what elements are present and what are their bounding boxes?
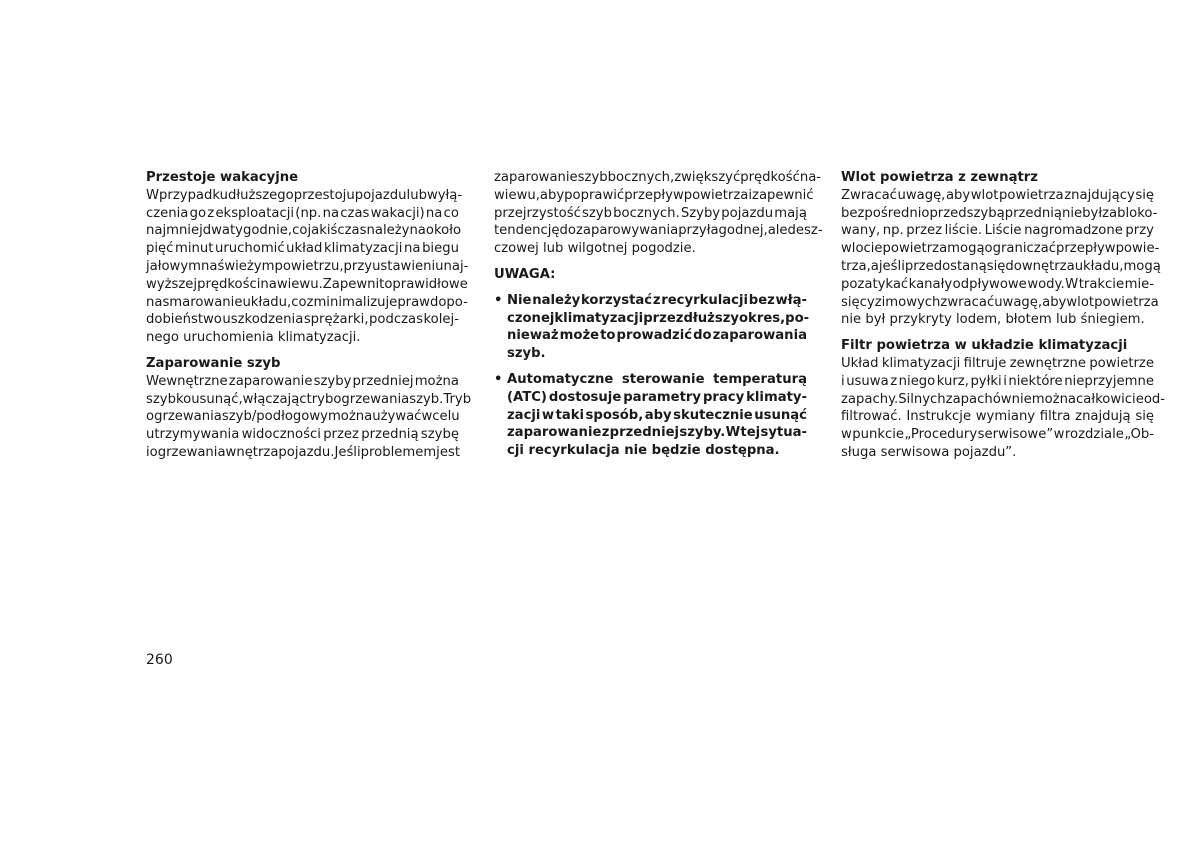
text-line: W przypadku dłuższego przestoju pojazdu lub wyłą- (146, 187, 463, 203)
text-line: i usuwa z niego kurz, pyłki i niektóre nieprzyjemne (841, 373, 1154, 389)
bullet-icon: • (494, 292, 503, 308)
column-left (146, 169, 472, 462)
text-line: Automatyczne sterowanie temperaturą (507, 371, 807, 387)
section-heading-window-fogging: Zaparowanie szyb (146, 355, 281, 371)
text-line: cji recyrkulacja nie będzie dostępna. (507, 443, 780, 459)
text-line: sługa serwisowa pojazdu”. (841, 444, 1017, 460)
warning-label: UWAGA: (494, 266, 556, 282)
text-line: nego uruchomienia klimatyzacji. (146, 330, 361, 346)
text-line: ogrzewania szyb/podłogowy można używać w celu (146, 409, 460, 425)
text-line: zacji w taki sposób, aby skutecznie usunąć (507, 407, 807, 423)
text-line: utrzymywania widoczności przez przednią szybę (146, 427, 459, 443)
text-line: czonej klimatyzacji przez dłuższy okres, po- (507, 310, 810, 326)
column-middle (494, 169, 823, 460)
text-line: Układ klimatyzacji filtruje zewnętrzne powietrze (841, 355, 1154, 371)
text-line: pozatykać kanały odpływowe wody. W trakcie mie- (841, 276, 1154, 292)
text-line: pięć minut uruchomić układ klimatyzacji na biegu (146, 241, 459, 257)
text-line: zapachy. Silnych zapachów nie można całkowicie od- (841, 391, 1166, 407)
paragraph-fogging-continued (494, 169, 823, 258)
text-line: (ATC) dostosuje parametry pracy klimaty- (507, 389, 807, 405)
text-line: wiewu, aby poprawić przepływ powietrza i zapewnić (494, 187, 814, 203)
text-line: czowej lub wilgotnej pogodzie. (494, 241, 696, 257)
warning-bullet-recirculation (494, 292, 810, 363)
text-line: zaparowanie z przedniej szyby. W tej sytua- (507, 425, 807, 441)
page-number: 260 (146, 652, 173, 668)
text-line: trza, a jeśli przedostaną się do wnętrza układu, mogą (841, 258, 1161, 274)
text-line: nasmarowanie układu, co zminimalizuje prawdopo- (146, 294, 468, 310)
text-line: zaparowanie szyb bocznych, zwiększyć prędkość na- (494, 170, 822, 185)
text-line: tendencję do zaparowywania przy łagodnej, ale desz- (494, 223, 823, 239)
section-heading-air-filter: Filtr powietrza w układzie klimatyzacji (841, 338, 1128, 354)
text-line: filtrować. Instrukcje wymiany filtra znajdują się (841, 409, 1154, 425)
text-line: dobieństwo uszkodzenia sprężarki, podczas kolej- (146, 312, 459, 328)
paragraph-air-filter (841, 355, 1166, 462)
text-line: Wewnętrzne zaparowanie szyby przedniej można (146, 373, 459, 389)
text-line: nie był przykryty lodem, błotem lub śniegiem. (841, 312, 1145, 328)
text-line: najmniej dwa tygodnie, co jakiś czas należy na około (146, 223, 462, 239)
text-line: i ogrzewania wnętrza pojazdu. Jeśli problemem jest (146, 444, 460, 460)
paragraph-air-intake (841, 187, 1161, 329)
text-line: wyższej prędkości nawiewu. Zapewni to prawidłowe (146, 276, 468, 292)
warning-bullet-atc (494, 371, 807, 460)
text-line: jałowym na świeżym powietrzu, przy ustawieniu naj- (146, 258, 469, 274)
text-line: nieważ może to prowadzić do zaparowania (507, 328, 807, 344)
text-line: czenia go z eksploatacji (np. na czas wakacji) na co (146, 205, 459, 221)
text-line: szyb. (507, 346, 546, 362)
column-right (841, 169, 1166, 462)
paragraph-holiday-storage (146, 187, 469, 347)
text-line: szybko usunąć, włączając tryb ogrzewania szyb. Tryb (146, 391, 472, 407)
section-heading-holiday-storage: Przestoje wakacyjne (146, 170, 299, 185)
text-line: Zwracać uwagę, aby wlot powietrza znajdujący się (841, 187, 1154, 203)
text-line: wlocie powietrza mogą ograniczać przepływ powie- (841, 241, 1160, 257)
paragraph-window-fogging (146, 373, 472, 462)
text-line: Nie należy korzystać z recyrkulacji bez włą- (507, 292, 807, 308)
bullet-icon: • (494, 371, 503, 387)
text-line: przejrzystość szyb bocznych. Szyby pojazdu mają (494, 205, 807, 221)
text-line: wany, np. przez liście. Liście nagromadzone przy (841, 223, 1154, 239)
text-line: sięcy zimowych zwracać uwagę, aby wlot powietrza (841, 294, 1159, 310)
section-heading-air-intake: Wlot powietrza z zewnątrz (841, 170, 1038, 185)
text-line: bezpośrednio przed szybą przednią nie był zabloko- (841, 205, 1158, 221)
text-line: w punkcie „Procedury serwisowe” w rozdziale „Ob- (841, 427, 1154, 443)
